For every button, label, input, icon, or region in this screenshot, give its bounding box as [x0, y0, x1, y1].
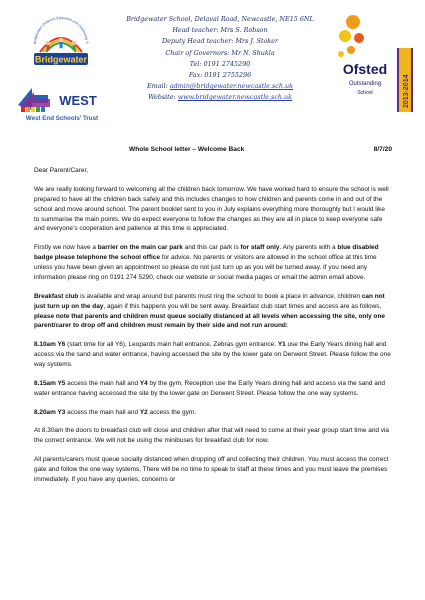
bridgewater-arc-text: Bridgewater Childrens Education and Community S — [32, 15, 90, 45]
address-line: Fax: 0191 2755296 — [188, 71, 252, 80]
letter-date: 8/7/20 — [373, 146, 392, 153]
bridgewater-logo — [30, 14, 92, 68]
trust-caption: West End Schools' Trust — [25, 115, 99, 122]
address-line: Bridgewater School, Delaval Road, Newcastle, NE15 6NL — [126, 15, 314, 23]
email-link[interactable]: admin@bridgewater.newcastle.sch.uk — [169, 82, 293, 91]
school-address — [120, 14, 320, 104]
address-line: Head teacher: Mrs S. Robson — [172, 26, 268, 35]
paragraph-810: 8.10am Y6 (start time for all Y6), Leopards main hall entrance, Zebras gym entrance. Y1 use the Early Years dining hall and access via the sand and water entrance, having accessed the site by the lower gate on Derwent Street. Please follow the one way systems. — [34, 341, 391, 369]
website-label: Website: — [147, 93, 176, 102]
website-line — [120, 92, 320, 103]
ofsted-sub: School — [357, 90, 373, 96]
salutation: Dear Parent/Carer, — [34, 167, 89, 174]
paragraph-815: 8.15am Y5 access the main hall and Y4 by the gym, Reception use the Early Years dining hall and access via the sand and water entrance having accessed the site by the lower gate on Derwent Street. Please follow the one way systems. — [34, 379, 385, 397]
address-line: Deputy Head teacher: Mrs J. Stoker — [161, 37, 279, 46]
paragraph-820: 8.20am Y3 access the main hall and Y2 access the gym. — [34, 408, 197, 416]
website-link[interactable]: www.bridgewater.newcastle.sch.uk — [177, 93, 293, 102]
ofsted-caption: Outstanding — [348, 81, 382, 87]
letter-title: Whole School letter – Welcome Back — [129, 146, 245, 153]
paragraph-welcome: We are really looking forward to welcoming all the children back tomorrow. We have worked hard to ensure the school is well prepared to have all the children back safely and this includes changes to how children and parents come in and out of the school and move around school. The parent booklet sent to you in July explains everything more thoroughly but I would like to summarise the main points. We do expect everyone to follow the changes as they are all in place to keep everyone safe and everyone’s cooperation and patience at this time is appreciated. — [34, 185, 389, 233]
email-line — [120, 81, 320, 92]
address-line: Tel: 0191 2745290 — [189, 59, 251, 68]
ofsted-outstanding-logo — [335, 10, 417, 114]
ofsted-word: Ofsted — [342, 61, 388, 77]
trust-word: WEST — [59, 93, 97, 108]
ofsted-years: 2013-2014 — [403, 74, 410, 108]
paragraph-830: At 8.30am the doors to breakfast club will close and children after that will need to come at their year group start time and via the correct entrance. We will not be using the minibuses for breakfast club for now. — [34, 427, 389, 445]
address-line: Chair of Governors: Mr N. Shukla — [165, 48, 275, 57]
paragraph-breakfast-club: Breakfast club is available and wrap around but parents must ring the school to book a place in advance, children can not just turn up on the day, again if this happens you will be sent away. Breakfast club start times and access are as follows, please note that parents and children must queue socially distanced at all levels when accessing the site, only one parent/carer to drop off and children must remain by their side and not run around: — [34, 292, 385, 330]
email-label: Email: — [147, 82, 168, 91]
letter-body — [34, 166, 392, 494]
paragraph-car-park: Firstly we now have a barrier on the main car park and this car park is for staff only. Any parents with a blue disabled badge please telephone the school office for advice. No parents or visitors are allowed in the school office at this time unless you have been given an appointment so please do not just turn up as you will be turned away. If you need any information please ring on 0191 274 5290, check our website or social media pages or email the admin email above. — [34, 244, 379, 281]
bridgewater-wordmark: Bridgewater — [34, 54, 88, 65]
west-end-trust-logo — [18, 83, 104, 123]
paragraph-queue: All parents/carers must queue socially distanced when dropping off and collecting their children. You must access the correct gate and follow the one way systems. There will be no time to speak to staff at these times and you must leave the premises immediately. If you have any queries, concerns or — [34, 456, 389, 483]
